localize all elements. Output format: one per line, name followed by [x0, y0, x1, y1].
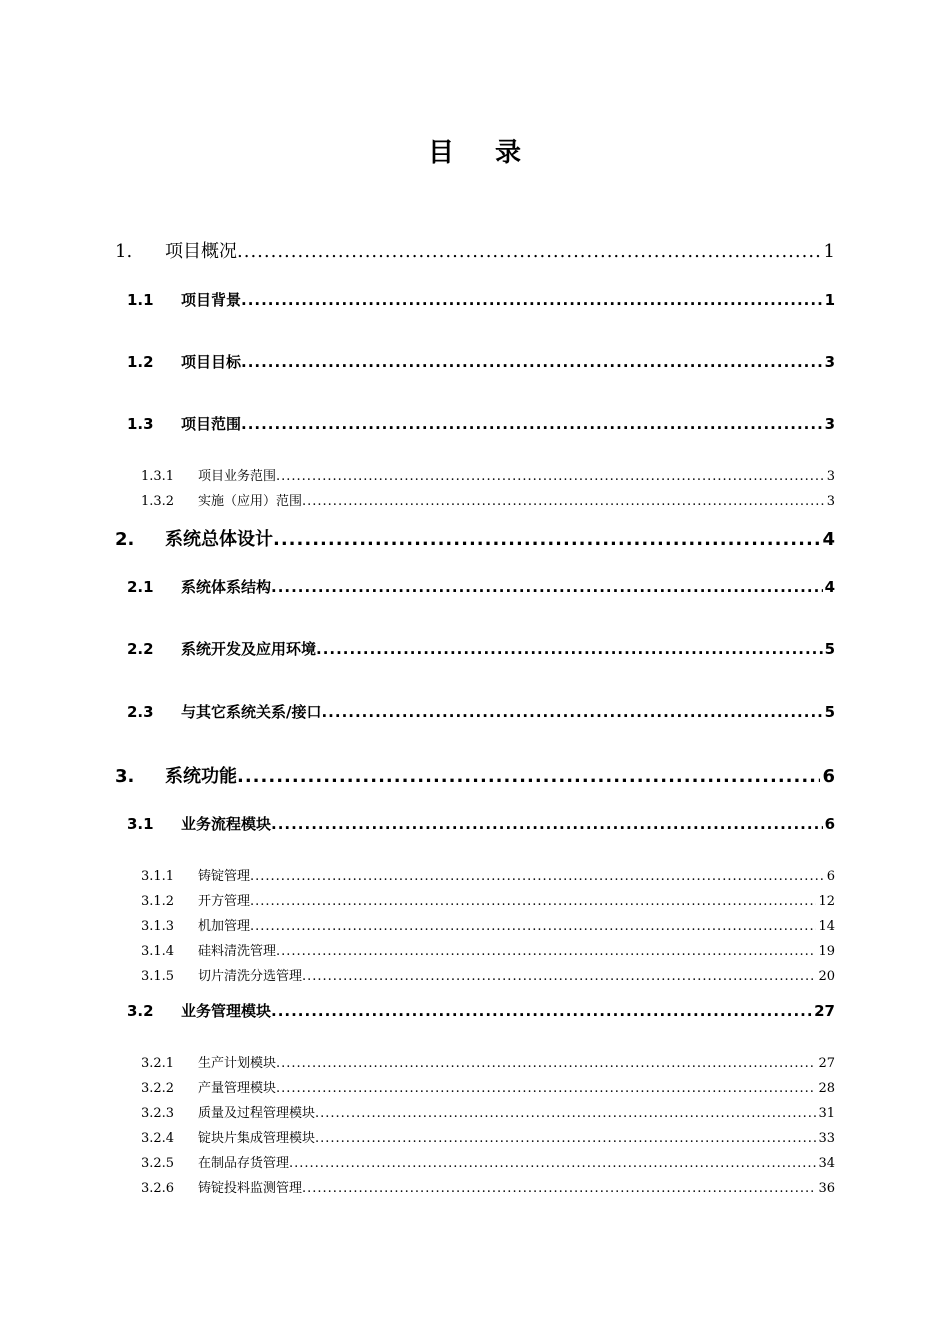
toc-entry[interactable] — [141, 1152, 835, 1171]
toc-label: 项目概况 — [165, 241, 237, 262]
toc-page: 14 — [818, 919, 835, 934]
toc-number: 1.3.1 — [141, 469, 175, 484]
toc-leader — [237, 766, 820, 787]
toc-number: 1.3 — [127, 415, 154, 433]
toc-leader — [250, 919, 816, 934]
toc-page: 3 — [824, 415, 835, 433]
toc-entry[interactable] — [141, 1052, 835, 1071]
toc-leader — [241, 353, 823, 371]
toc-entry[interactable] — [127, 1000, 835, 1021]
toc-leader — [302, 494, 825, 509]
toc-label: 在制品存货管理 — [198, 1156, 290, 1171]
toc-page: 27 — [814, 1002, 835, 1020]
toc-leader — [289, 1156, 816, 1171]
toc-entry[interactable] — [141, 965, 835, 984]
toc-number: 3.2.6 — [141, 1181, 175, 1196]
toc-entry[interactable] — [141, 1177, 835, 1196]
toc-label: 质量及过程管理模块 — [198, 1106, 316, 1121]
toc-entry[interactable] — [115, 762, 835, 788]
toc-label: 项目范围 — [181, 415, 242, 433]
toc-number: 2.2 — [127, 640, 154, 658]
toc-label: 机加管理 — [198, 919, 251, 934]
toc-label: 硅料清洗管理 — [198, 944, 277, 959]
toc-entry[interactable] — [141, 1127, 835, 1146]
toc-leader — [250, 869, 825, 884]
toc-label: 铸锭管理 — [198, 869, 251, 884]
title-part-2: 录 — [495, 138, 523, 168]
toc-entry[interactable] — [127, 351, 835, 372]
toc-leader — [273, 529, 820, 550]
toc-page: 20 — [818, 969, 835, 984]
toc-entry[interactable] — [127, 413, 835, 434]
toc-label: 系统功能 — [165, 766, 237, 787]
toc-page: 6 — [826, 869, 835, 884]
toc-label: 实施（应用）范围 — [198, 494, 303, 509]
toc-label: 业务管理模块 — [181, 1002, 272, 1020]
toc-page: 36 — [818, 1181, 835, 1196]
toc-number: 1.2 — [127, 353, 154, 371]
toc-page: 1 — [824, 291, 835, 309]
toc-label: 项目背景 — [181, 291, 242, 309]
toc-leader — [276, 469, 825, 484]
toc-leader — [276, 944, 816, 959]
toc-leader — [302, 1181, 816, 1196]
toc-entry[interactable] — [127, 576, 835, 597]
toc-page: 31 — [818, 1106, 835, 1121]
toc-entry[interactable] — [141, 1102, 835, 1121]
toc-leader — [271, 578, 823, 596]
toc-label: 系统总体设计 — [165, 529, 273, 550]
toc-number: 3.2.2 — [141, 1081, 175, 1096]
toc-number: 3.2.1 — [141, 1056, 175, 1071]
toc-page: 34 — [818, 1156, 835, 1171]
toc-page: 19 — [818, 944, 835, 959]
toc-label: 系统开发及应用环境 — [181, 640, 317, 658]
title-part-1: 目 — [427, 138, 455, 168]
toc-leader — [271, 1002, 812, 1020]
toc-leader — [250, 894, 816, 909]
toc-page: 6 — [822, 766, 835, 787]
toc-page: 3 — [826, 469, 835, 484]
toc-number: 3.1.5 — [141, 969, 175, 984]
toc-leader — [321, 703, 822, 721]
toc-label: 产量管理模块 — [198, 1081, 277, 1096]
toc-number: 3.1.2 — [141, 894, 175, 909]
toc-number: 3.1.1 — [141, 869, 175, 884]
toc-number: 3.2.4 — [141, 1131, 175, 1146]
toc-entry[interactable] — [141, 465, 835, 484]
toc-entry[interactable] — [141, 1077, 835, 1096]
toc-label: 业务流程模块 — [181, 815, 272, 833]
toc-page: 33 — [818, 1131, 835, 1146]
toc-label: 切片清洗分选管理 — [198, 969, 303, 984]
toc-entry[interactable] — [141, 490, 835, 509]
toc-page: 6 — [824, 815, 835, 833]
toc-label: 锭块片集成管理模块 — [198, 1131, 316, 1146]
toc-label: 系统体系结构 — [181, 578, 272, 596]
toc-page: 5 — [824, 640, 835, 658]
toc-page: 5 — [824, 703, 835, 721]
toc-leader — [276, 1056, 816, 1071]
toc-leader — [241, 415, 823, 433]
toc-leader — [302, 969, 816, 984]
toc-number: 2.3 — [127, 703, 154, 721]
toc-page: 12 — [818, 894, 835, 909]
toc-page: 3 — [826, 494, 835, 509]
toc-number: 1.3.2 — [141, 494, 175, 509]
toc-number: 1.1 — [127, 291, 154, 309]
toc-entry[interactable] — [127, 813, 835, 834]
toc-number: 3.1 — [127, 815, 154, 833]
toc-entry[interactable] — [115, 237, 835, 263]
toc-leader — [241, 291, 823, 309]
toc-leader — [271, 815, 823, 833]
toc-number: 3.2.5 — [141, 1156, 175, 1171]
toc-page: 3 — [824, 353, 835, 371]
toc-label: 生产计划模块 — [198, 1056, 277, 1071]
toc-label: 项目业务范围 — [198, 469, 277, 484]
toc-leader — [276, 1081, 816, 1096]
toc-leader — [315, 1106, 816, 1121]
toc-entry[interactable] — [141, 890, 835, 909]
toc-page: 4 — [822, 529, 835, 550]
toc-page: 28 — [818, 1081, 835, 1096]
toc-number: 3.1.4 — [141, 944, 175, 959]
toc-number: 2. — [115, 529, 135, 550]
toc-leader — [315, 1131, 816, 1146]
toc-entry[interactable] — [115, 525, 835, 551]
page-title — [0, 132, 950, 169]
toc-entry[interactable] — [141, 915, 835, 934]
toc-page: 27 — [818, 1056, 835, 1071]
toc-page: 4 — [824, 578, 835, 596]
toc-leader — [316, 640, 823, 658]
toc-number: 2.1 — [127, 578, 154, 596]
toc-leader — [237, 241, 822, 262]
toc-label: 铸锭投料监测管理 — [198, 1181, 303, 1196]
toc-entry[interactable] — [141, 865, 835, 884]
toc-number: 3. — [115, 766, 135, 787]
toc-label: 与其它系统关系/接口 — [181, 703, 322, 721]
toc-entry[interactable] — [127, 638, 835, 659]
toc-number: 3.1.3 — [141, 919, 175, 934]
toc-number: 3.2 — [127, 1002, 154, 1020]
toc-number: 3.2.3 — [141, 1106, 175, 1121]
toc-entry[interactable] — [127, 701, 835, 722]
toc-entry[interactable] — [141, 940, 835, 959]
toc-number: 1. — [115, 241, 133, 262]
toc-label: 开方管理 — [198, 894, 251, 909]
toc-entry[interactable] — [127, 289, 835, 310]
toc-page: 1 — [823, 241, 835, 262]
toc-label: 项目目标 — [181, 353, 242, 371]
